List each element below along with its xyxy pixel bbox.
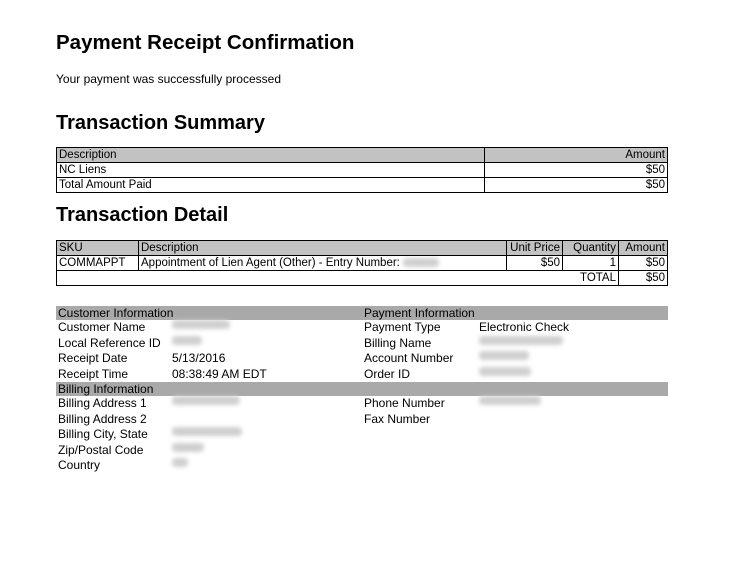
info-row [56,336,668,352]
payment-section-title: Payment Information [364,306,475,320]
redacted-billing-address1 [172,396,240,405]
detail-col-unit-price: Unit Price [507,241,563,256]
summary-col-description: Description [57,148,485,163]
detail-cell-amount: $50 [619,256,668,271]
summary-cell-amount: $50 [485,178,668,193]
detail-header-row [57,241,668,256]
info-row [56,351,668,367]
billing-address2-label: Billing Address 2 [58,411,147,426]
total-amount: $50 [619,271,668,286]
redacted-phone-number [479,396,541,405]
info-row [56,320,668,336]
payment-type-label: Payment Type [364,320,441,334]
billing-address1-label: Billing Address 1 [58,396,147,410]
info-row [56,427,668,443]
redacted-entry-number [403,258,439,267]
detail-cell-unit-price: $50 [507,256,563,271]
table-row [57,163,668,178]
table-row [57,256,668,271]
summary-cell-amount: $50 [485,163,668,178]
info-row [56,396,668,412]
summary-cell-description: Total Amount Paid [57,178,485,193]
summary-header-row [57,148,668,163]
redacted-order-id [479,367,531,376]
customer-name-label: Customer Name [58,320,146,334]
reference-id-label: Local Reference ID [58,335,161,350]
redacted-billing-city-state [172,427,242,436]
info-section [56,306,668,474]
redacted-billing-name [479,336,563,345]
country-label: Country [58,458,101,472]
summary-col-amount: Amount [485,148,668,163]
receipt-time-label: Receipt Time [58,366,129,381]
fax-number-label: Fax Number [364,411,431,426]
detail-description-text: Appointment of Lien Agent (Other) - Entry Number: [141,257,400,269]
total-row [57,271,668,286]
redacted-zip-code [172,443,204,452]
receipt-date-value: 5/13/2016 [172,351,226,365]
order-id-label: Order ID [364,366,411,381]
redacted-reference-id [172,336,202,345]
detail-cell-description [139,256,507,271]
info-header-band [56,306,668,320]
detail-col-amount: Amount [619,241,668,256]
detail-table [56,240,668,286]
page-title: Payment Receipt Confirmation [56,31,355,54]
summary-table [56,147,668,193]
summary-heading: Transaction Summary [56,112,265,134]
billing-header-band [56,382,668,396]
detail-col-quantity: Quantity [563,241,619,256]
detail-cell-quantity: 1 [563,256,619,271]
info-row [56,412,668,428]
detail-col-sku: SKU [57,241,139,256]
billing-name-label: Billing Name [364,335,432,350]
info-row [56,367,668,383]
redacted-country [172,458,188,467]
phone-number-label: Phone Number [364,396,445,410]
billing-section-title: Billing Information [58,382,154,396]
success-message: Your payment was successfully processed [56,72,281,86]
info-row [56,443,668,459]
receipt-date-label: Receipt Date [58,351,128,365]
zip-code-label: Zip/Postal Code [58,442,144,457]
detail-heading: Transaction Detail [56,204,229,226]
receipt-time-value: 08:38:49 AM EDT [172,366,267,381]
detail-col-description: Description [139,241,507,256]
summary-cell-description: NC Liens [57,163,485,178]
redacted-account-number [479,351,529,360]
redacted-customer-name [172,320,230,329]
total-label: TOTAL [563,271,619,286]
billing-city-state-label: Billing City, State [58,427,148,441]
customer-section-title: Customer Information [58,306,174,320]
table-row [57,178,668,193]
detail-cell-sku: COMMAPPT [57,256,139,271]
account-number-label: Account Number [364,351,454,365]
info-row [56,458,668,474]
payment-type-value: Electronic Check [479,320,570,334]
